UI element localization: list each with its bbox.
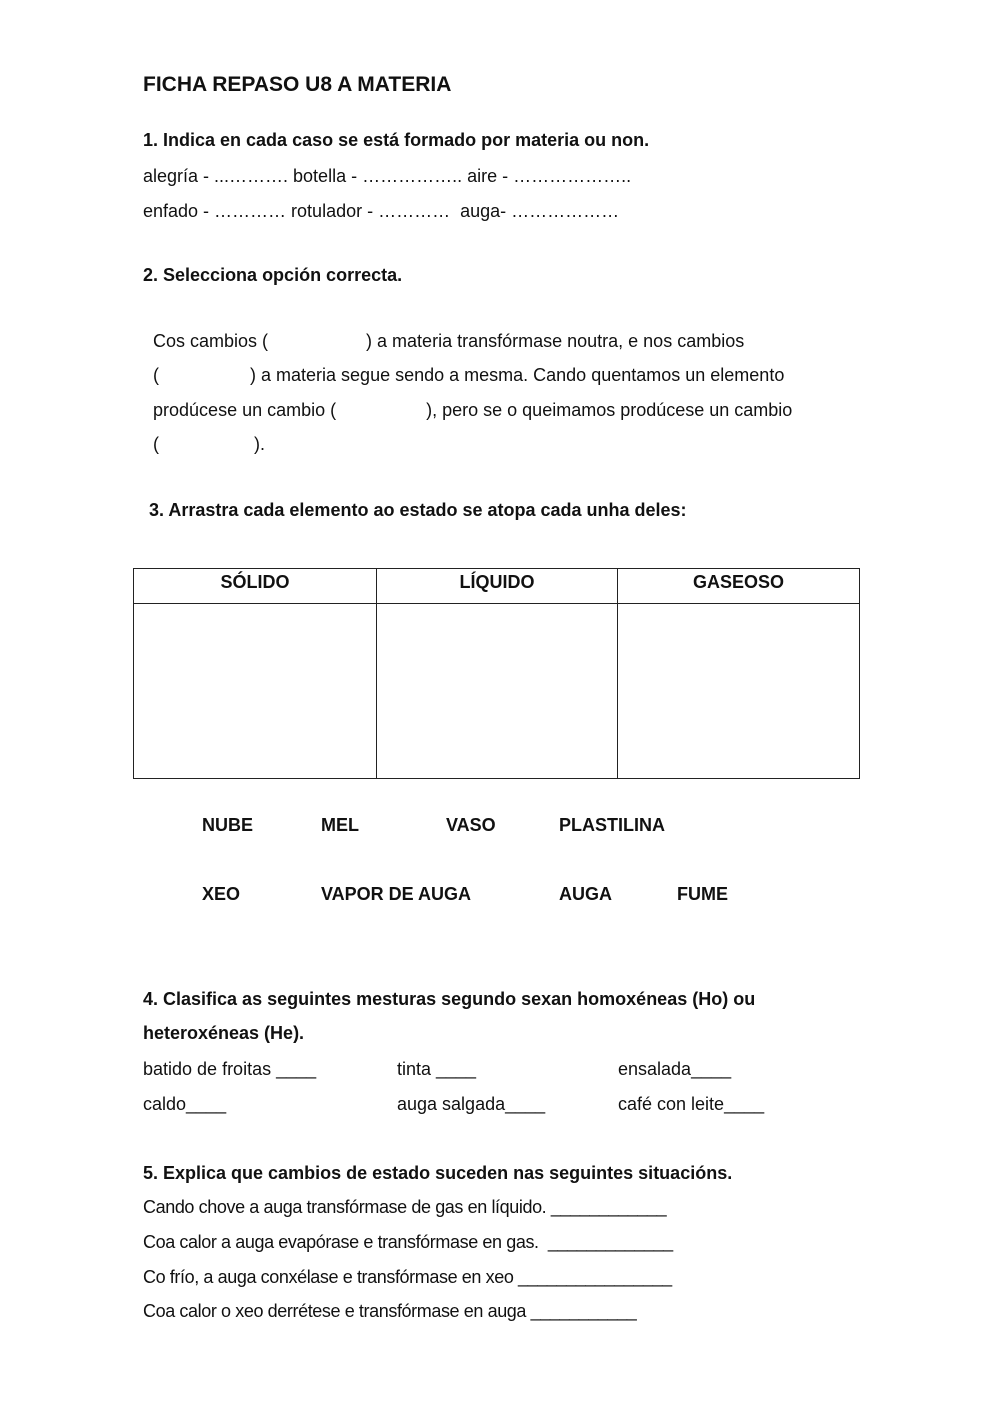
column-header-liquido: LÍQUIDO <box>459 572 535 592</box>
question-2-line-4 <box>143 413 265 455</box>
drop-zone-solido[interactable] <box>134 604 376 778</box>
column-header-gaseoso: GASEOSO <box>692 572 785 592</box>
mixture-item[interactable]: ensalada____ <box>618 1059 732 1079</box>
question-2-heading: 2. Selecciona opción correcta. <box>143 265 403 285</box>
mixture-item[interactable]: auga salgada____ <box>397 1094 546 1114</box>
states-drop-table <box>133 568 860 779</box>
q2-text: ( <box>153 434 160 454</box>
mixture-item[interactable]: café con leite____ <box>618 1094 765 1114</box>
draggable-item-plastilina[interactable]: PLASTILINA <box>559 815 665 835</box>
question-4-heading-cont: heteroxéneas (He). <box>143 1023 305 1043</box>
column-header-solido: SÓLIDO <box>220 572 290 592</box>
drop-zone-gaseoso[interactable] <box>618 604 859 778</box>
q2-text: ) a materia transfórmase noutra, e nos cambios <box>366 331 745 351</box>
state-change-line[interactable]: Cando chove a auga transfórmase de gas en líquido. ____________ <box>143 1197 667 1217</box>
q2-text: Cos cambios ( <box>153 331 269 351</box>
q2-text: ), pero se o queimamos prodúcese un cambio <box>426 400 793 420</box>
mixture-item[interactable]: caldo____ <box>143 1094 227 1114</box>
mixture-item[interactable]: tinta ____ <box>397 1059 477 1079</box>
mixture-item[interactable]: batido de froitas ____ <box>143 1059 317 1079</box>
q2-text: prodúcese un cambio ( <box>153 400 337 420</box>
question-1-heading: 1. Indica en cada caso se está formado por materia ou non. <box>143 130 650 150</box>
draggable-item-auga[interactable]: AUGA <box>559 884 612 904</box>
q2-text: ( <box>153 365 160 385</box>
question-3-heading: 3. Arrastra cada elemento ao estado se atopa cada unha deles: <box>149 500 687 520</box>
drop-zone-liquido[interactable] <box>377 604 617 778</box>
state-change-line[interactable]: Coa calor o xeo derrétese e transfórmase en auga ___________ <box>143 1301 637 1321</box>
draggable-item-nube[interactable]: NUBE <box>202 815 254 835</box>
q2-text: ) a materia segue sendo a mesma. Cando quentamos un elemento <box>250 365 785 385</box>
question-1-line-2[interactable]: enfado - ………… rotulador - ………… auga- ……………… <box>143 201 620 221</box>
draggable-item-mel[interactable]: MEL <box>321 815 359 835</box>
state-change-line[interactable]: Co frío, a auga conxélase e transfórmase en xeo ________________ <box>143 1267 672 1287</box>
question-4-heading: 4. Clasifica as seguintes mesturas segundo sexan homoxéneas (Ho) ou <box>143 989 756 1009</box>
draggable-item-fume[interactable]: FUME <box>677 884 728 904</box>
draggable-item-vapor-de-auga[interactable]: VAPOR DE AUGA <box>321 884 472 904</box>
q2-text: ). <box>254 434 266 454</box>
state-change-line[interactable]: Coa calor a auga evapórase e transfórmase en gas. _____________ <box>143 1232 673 1252</box>
draggable-item-xeo[interactable]: XEO <box>202 884 241 904</box>
question-1-line-1[interactable]: alegría - ...………. botella - …………….. aire - ……………….. <box>143 166 632 186</box>
draggable-item-vaso[interactable]: VASO <box>446 815 496 835</box>
question-5-heading: 5. Explica que cambios de estado suceden nas seguintes situacións. <box>143 1163 733 1183</box>
page-title: FICHA REPASO U8 A MATERIA <box>143 73 452 96</box>
